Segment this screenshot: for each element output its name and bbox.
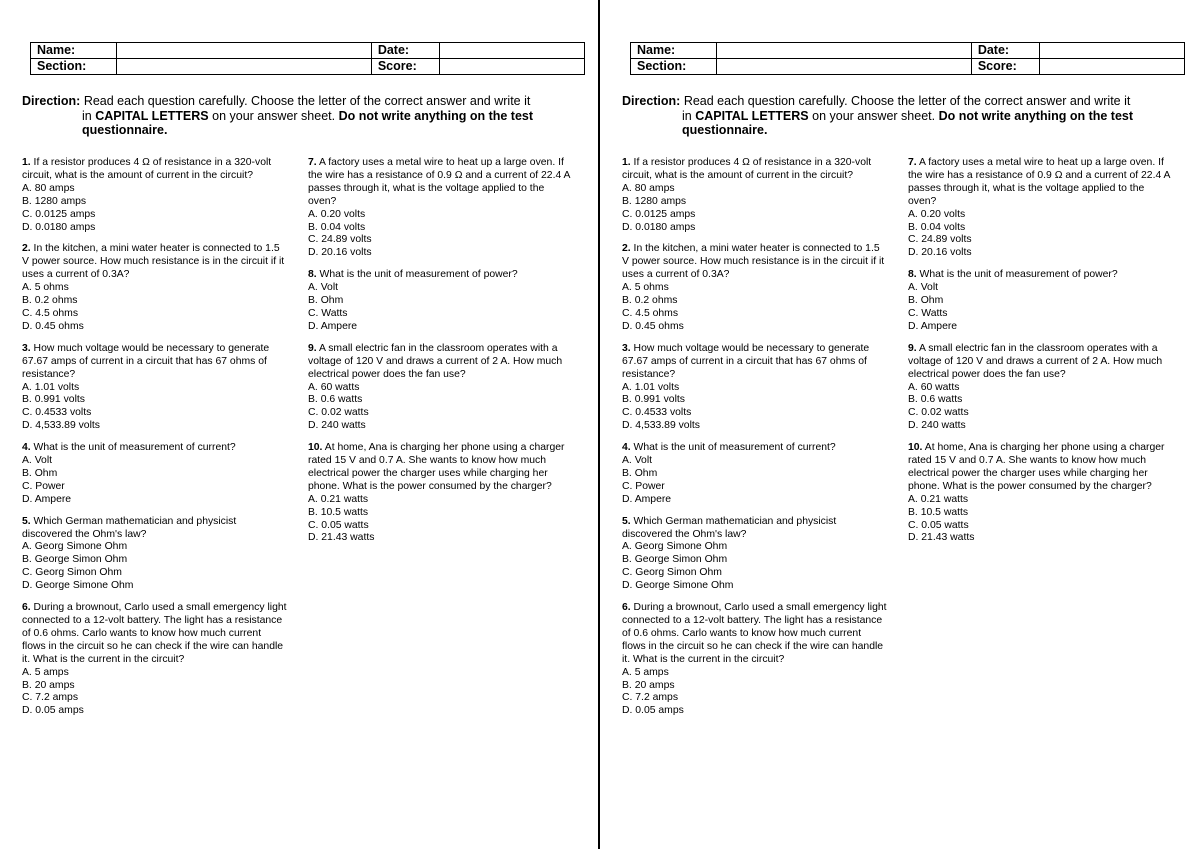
section-label: Section: xyxy=(631,59,717,75)
answer-option: D. 0.45 ohms xyxy=(22,320,84,332)
question-number: 6. xyxy=(622,602,631,614)
answer-option: A. 60 watts xyxy=(908,381,960,393)
question-item xyxy=(22,516,287,593)
direction-text: Direction: Read each question carefully. Choose the letter of the correct answer and write it in CAPITAL LETTERS on your answer sheet. Do not write anything on the test questionnaire. xyxy=(22,94,534,137)
answer-option: A. Volt xyxy=(908,282,939,294)
answer-option: D. 0.45 ohms xyxy=(622,320,684,332)
question-number: 4. xyxy=(622,442,631,454)
question-stem: 1. If a resistor produces 4 Ω of resistance in a 320-volt circuit, what is the amount of current in the circuit? xyxy=(22,157,272,181)
answer-option: C. 7.2 amps xyxy=(622,692,679,704)
answer-option: B. 0.6 watts xyxy=(908,394,963,406)
answer-option: C. Georg Simon Ohm xyxy=(622,567,722,579)
answer-option: A. 5 amps xyxy=(622,666,669,678)
question-number: 7. xyxy=(908,157,917,168)
name-label: Name: xyxy=(31,43,117,59)
question-number: 8. xyxy=(908,269,917,281)
date-label: Date: xyxy=(971,43,1039,59)
question-item xyxy=(908,157,1170,260)
answer-option: C. 24.89 volts xyxy=(308,234,372,246)
question-stem: 3. How much voltage would be necessary to generate 67.67 amps of current in a circuit that has 67 ohms of resistance? xyxy=(622,342,870,380)
answer-option: C. 0.0125 amps xyxy=(22,208,96,220)
question-stem: 2. In the kitchen, a mini water heater is connected to 1.5 V power source. How much resistance is in the circuit if it uses a current of 0.3A? xyxy=(22,243,285,281)
question-column-1 xyxy=(22,157,287,727)
question-number: 5. xyxy=(22,515,31,527)
question-column-2 xyxy=(908,157,1170,554)
question-item xyxy=(22,243,287,333)
answer-option: A. 1.01 volts xyxy=(622,381,680,393)
question-item xyxy=(622,343,887,433)
answer-option: C. Georg Simon Ohm xyxy=(22,567,122,579)
section-field[interactable] xyxy=(717,59,971,75)
question-stem: 9. A small electric fan in the classroom operates with a voltage of 120 V and draws a current of 2 A. How much electrical power does the fan use? xyxy=(908,342,1163,380)
question-number: 6. xyxy=(22,602,31,614)
answer-option: C. 0.02 watts xyxy=(908,407,969,419)
question-stem: 7. A factory uses a metal wire to heat up a large oven. If the wire has a resistance of 0.9 Ω and a current of 22.4 A passes through it, what is the voltage applied to the oven? xyxy=(308,157,570,207)
direction-lead: Direction: xyxy=(622,94,681,108)
date-field[interactable] xyxy=(440,43,585,59)
answer-option: A. 5 ohms xyxy=(22,282,69,294)
question-number: 10. xyxy=(908,442,923,454)
question-item xyxy=(908,442,1170,545)
question-item xyxy=(622,243,887,333)
answer-option: A. 5 ohms xyxy=(622,282,669,294)
answer-option: A. Georg Simone Ohm xyxy=(622,541,728,553)
answer-option: D. 21.43 watts xyxy=(908,532,975,544)
question-item xyxy=(308,442,570,545)
name-field[interactable] xyxy=(717,43,971,59)
answer-option: B. 0.04 volts xyxy=(908,221,966,233)
date-field[interactable] xyxy=(1040,43,1185,59)
score-field[interactable] xyxy=(440,59,585,75)
name-label: Name: xyxy=(631,43,717,59)
answer-option: B. Ohm xyxy=(908,295,944,307)
question-number: 3. xyxy=(22,342,31,354)
name-field[interactable] xyxy=(117,43,371,59)
question-item xyxy=(908,269,1170,334)
answer-option: D. 20.16 volts xyxy=(308,247,372,259)
answer-option: A. 0.20 volts xyxy=(308,208,366,220)
question-item xyxy=(622,602,887,718)
answer-option: B. 0.991 volts xyxy=(622,394,685,406)
question-number: 2. xyxy=(22,243,31,255)
question-stem: 4. What is the unit of measurement of current? xyxy=(622,442,836,454)
answer-option: D. Ampere xyxy=(22,493,72,505)
answer-option: A. 0.21 watts xyxy=(308,493,369,505)
answer-option: C. 0.05 watts xyxy=(308,519,369,531)
answer-option: B. Ohm xyxy=(22,467,58,479)
question-number: 8. xyxy=(308,269,317,281)
answer-option: B. 1280 amps xyxy=(622,195,687,207)
answer-option: B. 10.5 watts xyxy=(908,506,969,518)
answer-option: C. 0.4533 volts xyxy=(22,407,92,419)
answer-option: C. Watts xyxy=(908,307,948,319)
answer-option: B. George Simon Ohm xyxy=(622,554,728,566)
question-stem: 6. During a brownout, Carlo used a small emergency light connected to a 12-volt battery. The light has a resistance of 0.6 ohms. Carlo wants to know how much current flows in the circuit so he can check if the wire can handle it. What is the current in the circuit? xyxy=(622,602,887,665)
answer-option: D. Ampere xyxy=(308,320,358,332)
questionnaire-copy-right xyxy=(600,0,1196,849)
question-stem: 9. A small electric fan in the classroom operates with a voltage of 120 V and draws a current of 2 A. How much electrical power does the fan use? xyxy=(308,342,563,380)
question-column-1 xyxy=(622,157,887,727)
section-field[interactable] xyxy=(117,59,371,75)
question-stem: 5. Which German mathematician and physicist discovered the Ohm's law? xyxy=(22,515,237,540)
answer-option: C. 0.4533 volts xyxy=(622,407,692,419)
question-stem: 4. What is the unit of measurement of current? xyxy=(22,442,236,454)
question-stem: 5. Which German mathematician and physicist discovered the Ohm's law? xyxy=(622,515,837,540)
answer-option: B. Ohm xyxy=(308,295,344,307)
question-stem: 8. What is the unit of measurement of power? xyxy=(908,269,1118,281)
question-item xyxy=(308,269,570,334)
question-item xyxy=(22,602,287,718)
direction-text: Direction: Read each question carefully. Choose the letter of the correct answer and write it in CAPITAL LETTERS on your answer sheet. Do not write anything on the test questionnaire. xyxy=(622,94,1134,137)
answer-option: B. 0.6 watts xyxy=(308,394,363,406)
question-number: 5. xyxy=(622,515,631,527)
question-number: 7. xyxy=(308,157,317,168)
answer-option: D. 240 watts xyxy=(308,420,366,432)
answer-option: C. 0.02 watts xyxy=(308,407,369,419)
answer-option: A. 60 watts xyxy=(308,381,360,393)
question-stem: 10. At home, Ana is charging her phone using a charger rated 15 V and 0.7 A. She wants to know how much electrical power the charger uses while charging her phone. What is the power consumed by the charger? xyxy=(908,442,1165,492)
answer-option: D. 0.05 amps xyxy=(22,705,84,717)
direction-lead: Direction: xyxy=(22,94,81,108)
question-stem: 3. How much voltage would be necessary to generate 67.67 amps of current in a circuit that has 67 ohms of resistance? xyxy=(22,342,270,380)
questionnaire-copy-left xyxy=(0,0,596,849)
answer-option: B. 0.2 ohms xyxy=(622,295,678,307)
answer-option: D. Ampere xyxy=(622,493,672,505)
answer-option: D. 4,533.89 volts xyxy=(622,420,700,432)
question-item xyxy=(22,343,287,433)
score-field[interactable] xyxy=(1040,59,1185,75)
answer-option: A. 80 amps xyxy=(622,182,675,194)
answer-option: D. 0.05 amps xyxy=(622,705,684,717)
answer-option: A. Volt xyxy=(22,455,53,467)
question-item xyxy=(622,442,887,507)
question-stem: 2. In the kitchen, a mini water heater is connected to 1.5 V power source. How much resistance is in the circuit if it uses a current of 0.3A? xyxy=(622,243,885,281)
answer-option: C. Watts xyxy=(308,307,348,319)
question-number: 3. xyxy=(622,342,631,354)
answer-option: D. 4,533.89 volts xyxy=(22,420,100,432)
question-number: 1. xyxy=(622,157,631,168)
question-item xyxy=(308,157,570,260)
question-number: 2. xyxy=(622,243,631,255)
question-item xyxy=(22,442,287,507)
score-label: Score: xyxy=(371,59,439,75)
date-label: Date: xyxy=(371,43,439,59)
question-number: 10. xyxy=(308,442,323,454)
answer-option: B. Ohm xyxy=(622,467,658,479)
answer-option: C. 0.05 watts xyxy=(908,519,969,531)
question-stem: 6. During a brownout, Carlo used a small emergency light connected to a 12-volt battery. The light has a resistance of 0.6 ohms. Carlo wants to know how much current flows in the circuit so he can check if the wire can handle it. What is the current in the circuit? xyxy=(22,602,287,665)
question-stem: 1. If a resistor produces 4 Ω of resistance in a 320-volt circuit, what is the amount of current in the circuit? xyxy=(622,157,872,181)
answer-option: A. Georg Simone Ohm xyxy=(22,541,128,553)
answer-option: B. 0.991 volts xyxy=(22,394,85,406)
answer-option: C. 4.5 ohms xyxy=(22,307,79,319)
answer-option: B. 20 amps xyxy=(22,679,75,691)
answer-option: A. 0.20 volts xyxy=(908,208,966,220)
answer-option: A. 5 amps xyxy=(22,666,69,678)
answer-option: C. 0.0125 amps xyxy=(622,208,696,220)
question-item xyxy=(622,157,887,234)
answer-option: C. 24.89 volts xyxy=(908,234,972,246)
question-item xyxy=(622,516,887,593)
answer-option: D. 20.16 volts xyxy=(908,247,972,259)
answer-option: B. 0.2 ohms xyxy=(22,295,78,307)
question-number: 9. xyxy=(908,342,917,354)
answer-option: B. 20 amps xyxy=(622,679,675,691)
answer-option: D. George Simone Ohm xyxy=(622,580,734,592)
question-column-2 xyxy=(308,157,570,554)
student-info-table xyxy=(30,42,585,75)
answer-option: B. 10.5 watts xyxy=(308,506,369,518)
question-item xyxy=(22,157,287,234)
answer-option: D. 0.0180 amps xyxy=(622,221,696,233)
answer-option: B. 0.04 volts xyxy=(308,221,366,233)
answer-option: A. Volt xyxy=(622,455,653,467)
score-label: Score: xyxy=(971,59,1039,75)
question-number: 4. xyxy=(22,442,31,454)
answer-option: A. 0.21 watts xyxy=(908,493,969,505)
answer-option: C. 7.2 amps xyxy=(22,692,79,704)
question-stem: 10. At home, Ana is charging her phone using a charger rated 15 V and 0.7 A. She wants to know how much electrical power the charger uses while charging her phone. What is the power consumed by the charger? xyxy=(308,442,565,492)
student-info-table xyxy=(630,42,1185,75)
question-stem: 7. A factory uses a metal wire to heat up a large oven. If the wire has a resistance of 0.9 Ω and a current of 22.4 A passes through it, what is the voltage applied to the oven? xyxy=(908,157,1170,207)
question-number: 9. xyxy=(308,342,317,354)
answer-option: C. Power xyxy=(622,480,665,492)
answer-option: A. Volt xyxy=(308,282,339,294)
answer-option: D. 240 watts xyxy=(908,420,966,432)
answer-option: A. 80 amps xyxy=(22,182,75,194)
answer-option: A. 1.01 volts xyxy=(22,381,80,393)
answer-option: D. Ampere xyxy=(908,320,958,332)
answer-option: C. 4.5 ohms xyxy=(622,307,679,319)
answer-option: B. 1280 amps xyxy=(22,195,87,207)
answer-option: D. George Simone Ohm xyxy=(22,580,134,592)
question-number: 1. xyxy=(22,157,31,168)
question-stem: 8. What is the unit of measurement of power? xyxy=(308,269,518,281)
answer-option: D. 21.43 watts xyxy=(308,532,375,544)
question-item xyxy=(308,343,570,433)
answer-option: B. George Simon Ohm xyxy=(22,554,128,566)
question-item xyxy=(908,343,1170,433)
answer-option: D. 0.0180 amps xyxy=(22,221,96,233)
answer-option: C. Power xyxy=(22,480,65,492)
section-label: Section: xyxy=(31,59,117,75)
